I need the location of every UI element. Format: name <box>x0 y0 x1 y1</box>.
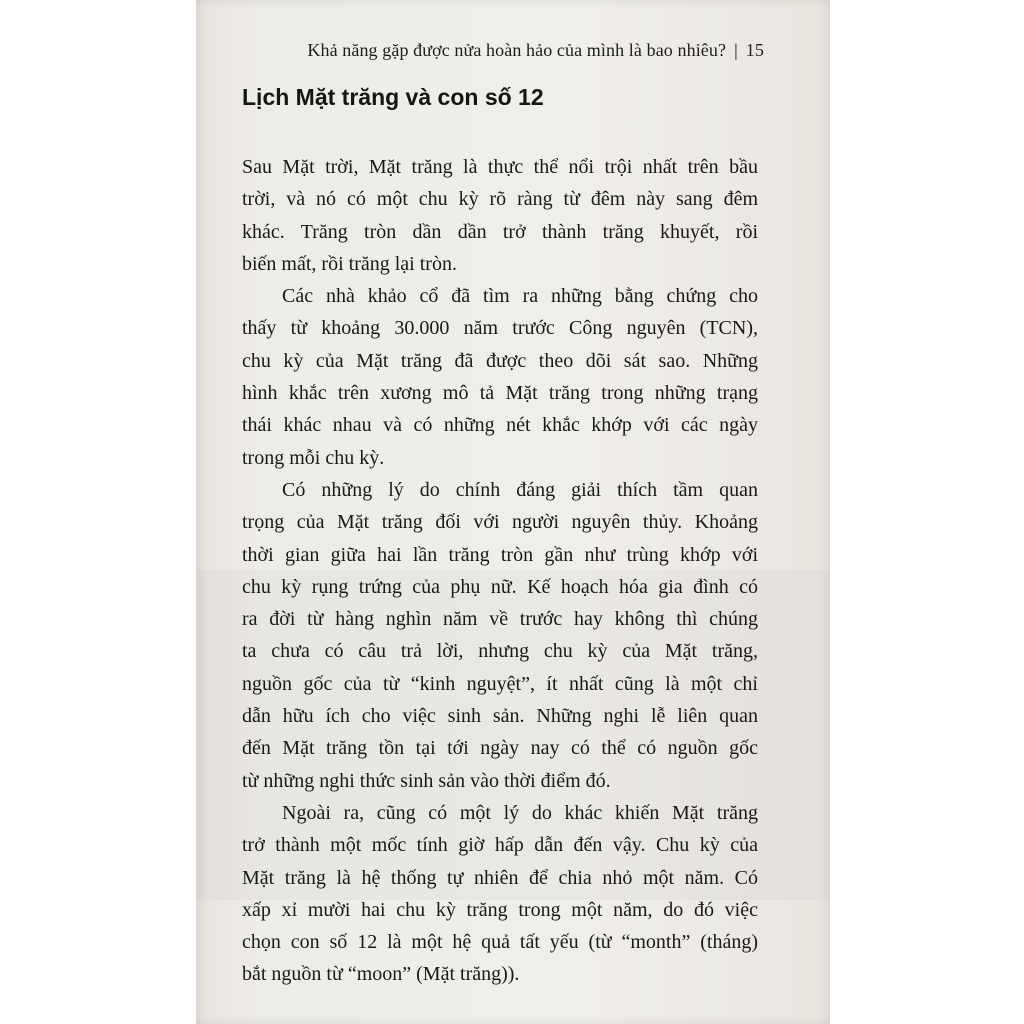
text-line: ta chưa có câu trả lời, nhưng chu kỳ của Mặt trăng, <box>242 640 758 663</box>
text-line: chu kỳ của Mặt trăng đã được theo dõi sát sao. Những <box>242 349 758 372</box>
text-line: ra đời từ hàng nghìn năm về trước hay không thì chúng <box>242 608 758 631</box>
header-separator: | <box>734 40 738 60</box>
text-line: trong mỗi chu kỳ. <box>242 446 385 469</box>
running-header <box>307 40 764 61</box>
text-line: hình khắc trên xương mô tả Mặt trăng trong những trạng <box>242 382 758 405</box>
text-line: thấy từ khoảng 30.000 năm trước Công nguyên (TCN), <box>242 317 758 340</box>
text-line: biến mất, rồi trăng lại tròn. <box>242 252 457 275</box>
text-line: Mặt trăng là hệ thống tự nhiên để chia nhỏ một năm. Có <box>242 866 758 889</box>
text-line: khác. Trăng tròn dần dần trở thành trăng khuyết, rồi <box>242 220 758 243</box>
text-line: chọn con số 12 là một hệ quả tất yếu (từ “month” (tháng) <box>242 931 758 954</box>
text-line: thời gian giữa hai lần trăng tròn gần như trùng khớp với <box>242 543 758 566</box>
text-line: xấp xỉ mười hai chu kỳ trăng trong một năm, do đó việc <box>242 898 758 921</box>
text-line: từ những nghi thức sinh sản vào thời điểm đó. <box>242 769 611 792</box>
running-title: Khả năng gặp được nửa hoàn hảo của mình là bao nhiêu? <box>307 40 727 60</box>
text-line: Có những lý do chính đáng giải thích tầm quan <box>282 478 758 501</box>
text-line: trở thành một mốc tính giờ hấp dẫn đến vậy. Chu kỳ của <box>242 834 758 857</box>
text-line: Ngoài ra, cũng có một lý do khác khiến Mặt trăng <box>282 801 758 824</box>
book-page <box>196 0 830 1024</box>
body-text <box>242 151 758 991</box>
text-line: Các nhà khảo cổ đã tìm ra những bằng chứng cho <box>282 285 758 308</box>
text-line: nguồn gốc của từ “kinh nguyệt”, ít nhất cũng là một chỉ <box>242 672 758 695</box>
text-line: trọng của Mặt trăng đối với người nguyên thủy. Khoảng <box>242 511 758 534</box>
text-line: đến Mặt trăng tồn tại tới ngày nay có thể có nguồn gốc <box>242 737 758 760</box>
text-line: Sau Mặt trời, Mặt trăng là thực thể nổi trội nhất trên bầu <box>242 156 758 178</box>
text-line: trời, và nó có một chu kỳ rõ ràng từ đêm này sang đêm <box>242 188 758 211</box>
text-line: bắt nguồn từ “moon” (Mặt trăng)). <box>242 963 520 986</box>
text-line: chu kỳ rụng trứng của phụ nữ. Kế hoạch hóa gia đình có <box>242 575 758 598</box>
text-line: thái khác nhau và có những nét khắc khớp với các ngày <box>242 414 758 437</box>
page-number: 15 <box>745 40 764 60</box>
text-line: dẫn hữu ích cho việc sinh sản. Những nghi lễ liên quan <box>242 705 758 728</box>
section-title: Lịch Mặt trăng và con số 12 <box>242 84 544 110</box>
